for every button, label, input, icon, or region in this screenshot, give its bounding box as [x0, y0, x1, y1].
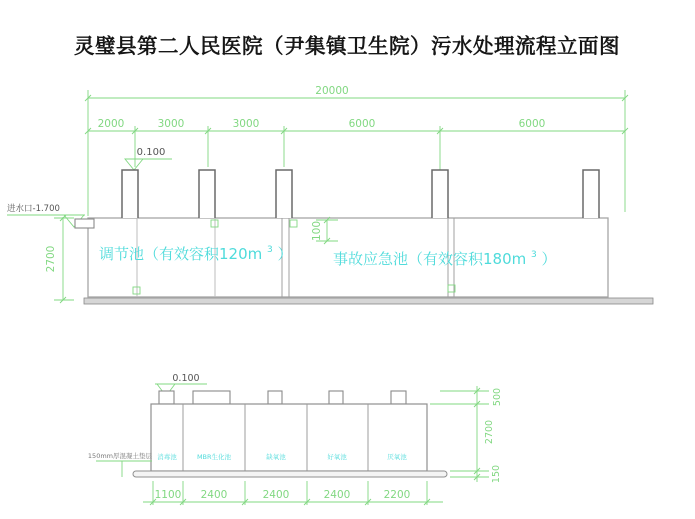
compartment-label-5: 厌氧池	[387, 453, 407, 461]
right-height-dimensions	[430, 386, 503, 483]
equipment-tank-outline	[151, 404, 427, 471]
tank1-label-sup: 3	[267, 245, 273, 255]
inlet-label: 进水口-1.700	[7, 204, 60, 214]
foundation-slab	[84, 298, 653, 304]
right-dim-2700: 2700	[484, 419, 495, 445]
tank2-label-text: 事故应急池（有效容积180m	[333, 250, 527, 268]
dim-segment-4: 6000	[348, 118, 376, 130]
tank2-label-close: ）	[541, 250, 557, 268]
dim-segment-1: 2000	[97, 118, 125, 130]
freeboard-dim-value: 100	[311, 220, 323, 242]
inlet-pipe-box	[75, 219, 94, 228]
tank1-label-close: ）	[277, 245, 293, 263]
equipment-base-slab	[133, 471, 447, 477]
right-dim-500: 500	[492, 387, 503, 407]
bottom-dim-1: 1100	[154, 489, 182, 501]
height-dim-value: 2700	[45, 245, 57, 273]
right-dim-150: 150	[491, 464, 502, 484]
base-note-text: 150mm厚混凝土垫层	[87, 452, 152, 460]
compartment-label-3: 缺氧池	[266, 453, 286, 461]
upper-level-value: 0.100	[136, 147, 166, 158]
bottom-dim-2: 2400	[200, 489, 228, 501]
drawing-title: 灵璧县第二人民医院（尹集镇卫生院）污水处理流程立面图	[74, 34, 620, 58]
lower-level-value: 0.100	[172, 373, 200, 384]
compartment-label-1: 消毒池	[157, 453, 177, 461]
compartment-label-4: 好氧池	[327, 453, 347, 461]
elevation-triangle-icon	[125, 159, 143, 170]
lower-tank-structure	[133, 391, 447, 477]
upper-tank-structure	[75, 170, 653, 304]
tank2-label-sup: 3	[531, 250, 537, 260]
upper-level-marker	[125, 147, 172, 170]
bottom-dim-4: 2400	[323, 489, 351, 501]
bottom-dim-5: 2200	[383, 489, 411, 501]
bottom-width-dimensions	[143, 481, 443, 505]
tank1-label-text: 调节池（有效容积120m	[99, 245, 263, 263]
dim-total: 20000	[315, 85, 349, 97]
inlet-marker	[7, 203, 85, 227]
top-dimension-lines	[85, 85, 628, 216]
dim-segment-2: 3000	[157, 118, 185, 130]
vent-posts	[122, 170, 599, 218]
compartment-label-2: MBR生化池	[196, 453, 232, 461]
dim-segment-5: 6000	[518, 118, 546, 130]
bottom-dim-3: 2400	[262, 489, 290, 501]
top-hatch-boxes	[159, 391, 406, 404]
dim-segment-3: 3000	[232, 118, 260, 130]
left-height-dimension	[45, 215, 74, 303]
dimension-extension-lines	[88, 90, 625, 216]
